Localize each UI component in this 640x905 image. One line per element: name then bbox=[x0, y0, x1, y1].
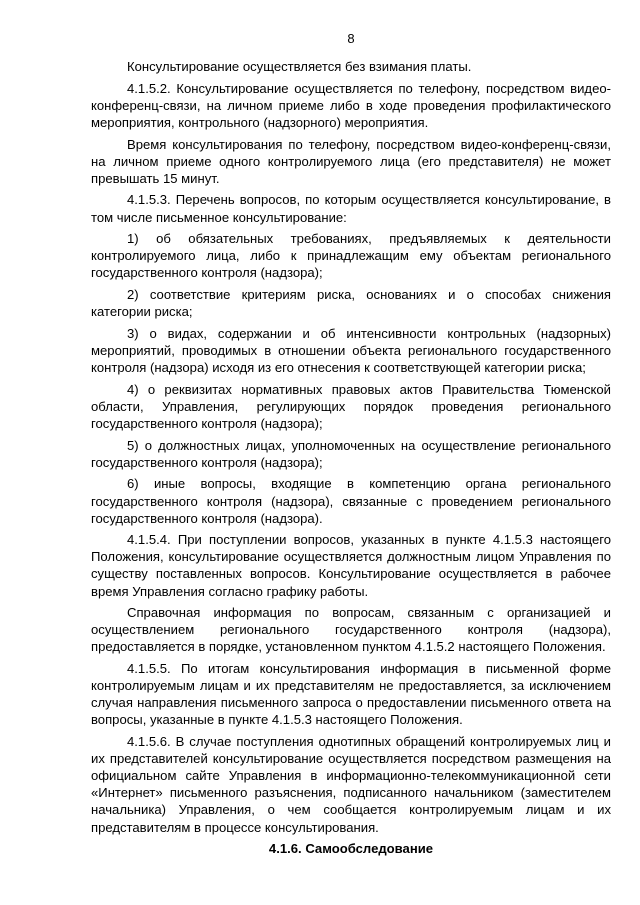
paragraph-free-of-charge: Консультирование осуществляется без взимания платы. bbox=[127, 59, 472, 74]
paragraph-consultation-time: Время консультирования по телефону, посредством видео-конференц-связи, на личном приеме одного контролируемого лица (его представителя) не может превышать 15 минут. bbox=[91, 136, 611, 186]
paragraph-4-1-5-5: 4.1.5.5. По итогам консультирования информация в письменной форме контролируемым лицам и их представителям не предоставляется, за исключением случая направления письменного запроса о предоставлении письменного ответа на вопросы, указанные в пункте 4.1.5.3 настоящего Положения. bbox=[91, 661, 611, 728]
paragraph-4-1-5-2: 4.1.5.2. Консультирование осуществляется по телефону, посредством видео-конференц-связи, на личном приеме либо в ходе проведения профилактического мероприятия, контрольного (надзорного) мероприятия. bbox=[91, 80, 611, 130]
list-item-6: 6) иные вопросы, входящие в компетенцию органа регионального государственного контроля (надзора), связанные с проведением регионального государственного контроля (надзора). bbox=[91, 476, 611, 526]
paragraph-reference-info: Справочная информация по вопросам, связанным с организацией и осуществлением регионального государственного контроля (надзора), предоставляется в порядке, установленном пунктом 4.1.5.2 настоящего Положения. bbox=[91, 605, 611, 655]
section-heading: 4.1.6. Самообследование bbox=[268, 841, 434, 857]
document-page bbox=[91, 30, 611, 857]
list-item-1: 1) об обязательных требованиях, предъявляемых к деятельности контролируемого лица, либо к принадлежащим ему объектам регионального государственного контроля (надзора); bbox=[91, 231, 611, 281]
list-item-2: 2) соответствие критериям риска, основаниях и о способах снижения категории риска; bbox=[91, 287, 611, 320]
page-number: 8 bbox=[347, 31, 355, 46]
paragraph-4-1-5-3: 4.1.5.3. Перечень вопросов, по которым осуществляется консультирование, в том числе письменное консультирование: bbox=[91, 192, 611, 225]
paragraph-4-1-5-4: 4.1.5.4. При поступлении вопросов, указанных в пункте 4.1.5.3 настоящего Положения, консультирование осуществляется должностным лицом Управления по существу поставленных вопросов. Консультирование осуществляется в рабочее время Управления согласно графику работы. bbox=[91, 532, 611, 599]
paragraph-4-1-5-6: 4.1.5.6. В случае поступления однотипных обращений контролируемых лиц и их представителей консультирование осуществляется посредством размещения на официальном сайте Управления в информационно-телекоммуникационной сети «Интернет» письменного разъяснения, подписанного начальником (заместителем начальника) Управления, о чем сообщается контролируемым лицам и их представителям в процессе консультирования. bbox=[91, 734, 611, 835]
list-item-5: 5) о должностных лицах, уполномоченных на осуществление регионального государственного контроля (надзора); bbox=[91, 437, 611, 470]
list-item-4: 4) о реквизитах нормативных правовых актов Правительства Тюменской области, Управления, регулирующих порядок проведения регионального государственного контроля (надзора); bbox=[91, 381, 611, 431]
list-item-3: 3) о видах, содержании и об интенсивности контрольных (надзорных) мероприятий, проводимых в отношении объекта регионального государственного контроля (надзора) исходя из его отнесения к соответствующей категории риска; bbox=[91, 325, 611, 376]
